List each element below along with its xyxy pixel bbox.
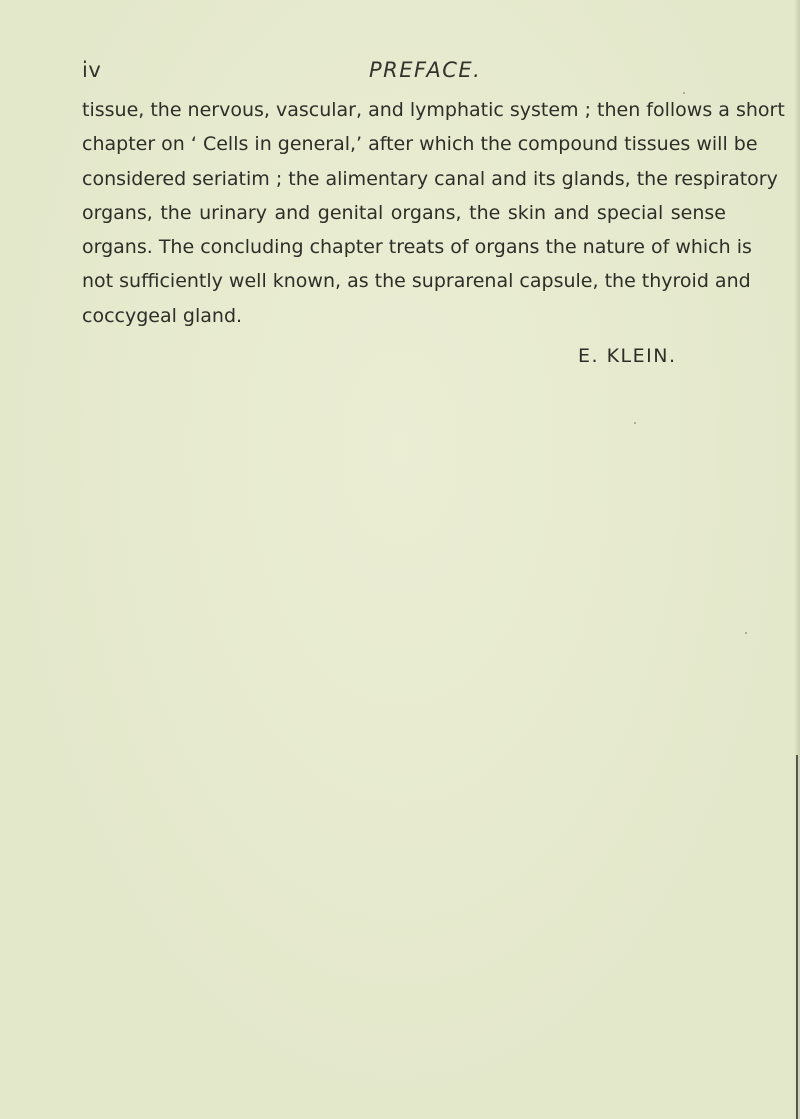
page-edge-line xyxy=(796,755,798,1119)
text-line: organs, the urinary and genital organs, the skin and special sense xyxy=(82,201,726,224)
text-line: considered seriatim ; the alimentary canal and its glands, the respiratory xyxy=(82,167,778,190)
preface-paragraph xyxy=(82,93,785,333)
page-number: iv xyxy=(82,58,102,82)
text-line: tissue, the nervous, vascular, and lymphatic system ; then follows a short xyxy=(82,99,785,121)
text-line: not sufficiently well known, as the suprarenal capsule, the thyroid and xyxy=(82,270,751,293)
paper-speck xyxy=(683,92,685,94)
paper-speck xyxy=(745,632,747,634)
page-title: PREFACE. xyxy=(369,58,482,82)
text-line: organs. The concluding chapter treats of organs the nature of which is xyxy=(82,236,752,259)
running-head xyxy=(82,58,722,88)
text-line: coccygeal gland. xyxy=(82,304,243,327)
author-signature: E. KLEIN. xyxy=(578,345,677,367)
text-line: chapter on ‘ Cells in general,’ after which the compound tissues will be xyxy=(82,133,758,156)
paper-speck xyxy=(634,422,636,424)
